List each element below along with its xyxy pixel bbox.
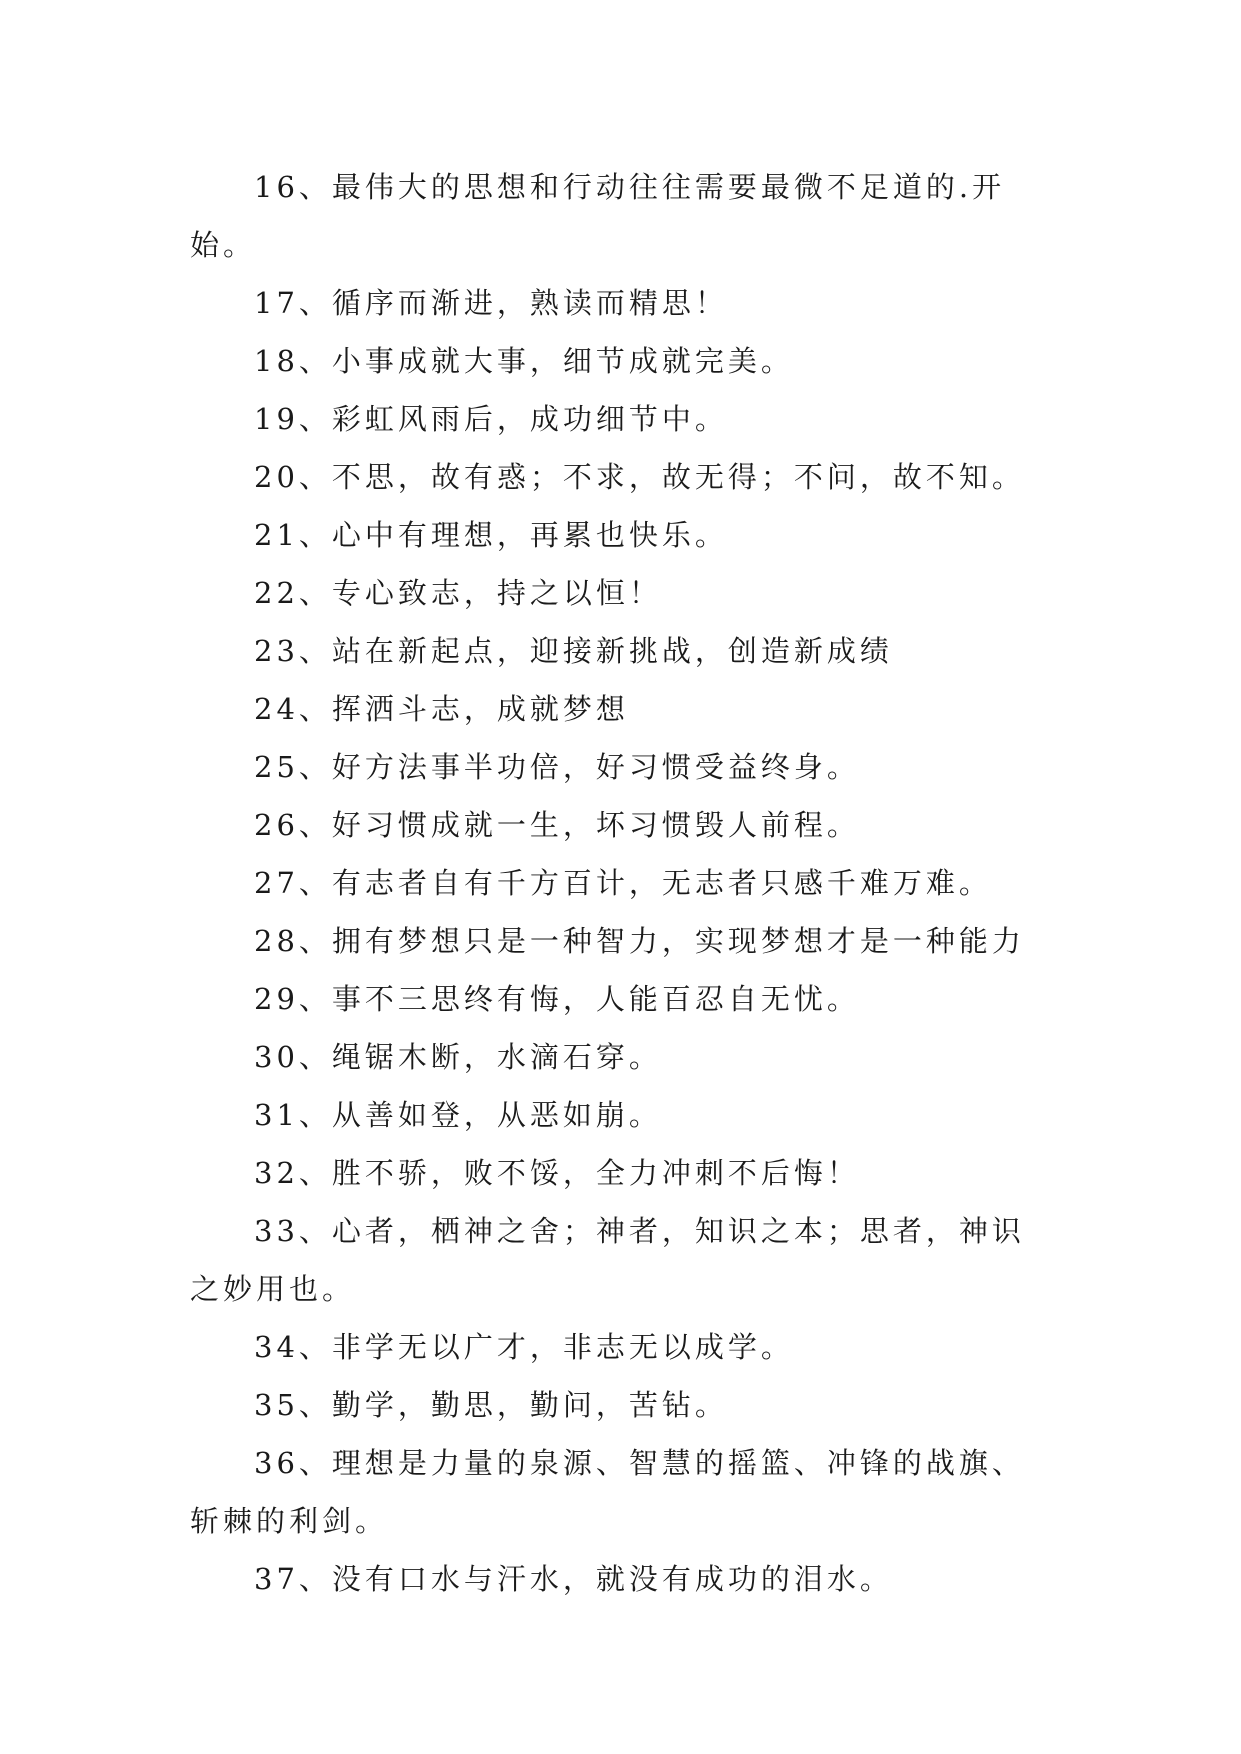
paragraph-19: 19、彩虹风雨后，成功细节中。 <box>254 402 728 436</box>
paragraph-25: 25、好方法事半功倍，好习惯受益终身。 <box>254 750 860 784</box>
paragraph-21: 21、心中有理想，再累也快乐。 <box>254 518 728 552</box>
paragraph-32: 32、胜不骄，败不馁，全力冲刺不后悔！ <box>254 1156 860 1190</box>
paragraph-34: 34、非学无以广才，非志无以成学。 <box>254 1330 794 1364</box>
paragraph-20: 20、不思，故有惑；不求，故无得；不问，故不知。 <box>254 460 1025 494</box>
paragraph-27: 27、有志者自有千方百计，无志者只感千难万难。 <box>254 866 992 900</box>
paragraph-31: 31、从善如登，从恶如崩。 <box>254 1098 662 1132</box>
paragraph-35: 35、勤学，勤思，勤问，苦钻。 <box>254 1388 728 1422</box>
paragraph-23: 23、站在新起点，迎接新挑战，创造新成绩 <box>254 634 893 668</box>
paragraph-29: 29、事不三思终有悔，人能百忍自无忧。 <box>254 982 860 1016</box>
paragraph-17: 17、循序而渐进，熟读而精思！ <box>254 286 728 320</box>
paragraph-33: 33、心者，栖神之舍；神者，知识之本；思者，神识之妙用也。 <box>190 1214 1025 1306</box>
paragraph-26: 26、好习惯成就一生，坏习惯毁人前程。 <box>254 808 860 842</box>
paragraph-37: 37、没有口水与汗水，就没有成功的泪水。 <box>254 1562 893 1596</box>
paragraph-36: 36、理想是力量的泉源、智慧的摇篮、冲锋的战旗、斩棘的利剑。 <box>190 1446 1025 1538</box>
paragraph-30: 30、绳锯木断，水滴石穿。 <box>254 1040 662 1074</box>
paragraph-24: 24、挥洒斗志，成就梦想 <box>254 692 629 726</box>
document-body <box>190 158 1050 1608</box>
paragraph-22: 22、专心致志，持之以恒！ <box>254 576 662 610</box>
paragraph-16: 16、最伟大的思想和行动往往需要最微不足道的.开始。 <box>190 170 1006 262</box>
paragraph-28: 28、拥有梦想只是一种智力，实现梦想才是一种能力 <box>254 924 1025 958</box>
paragraph-18: 18、小事成就大事，细节成就完美。 <box>254 344 794 378</box>
